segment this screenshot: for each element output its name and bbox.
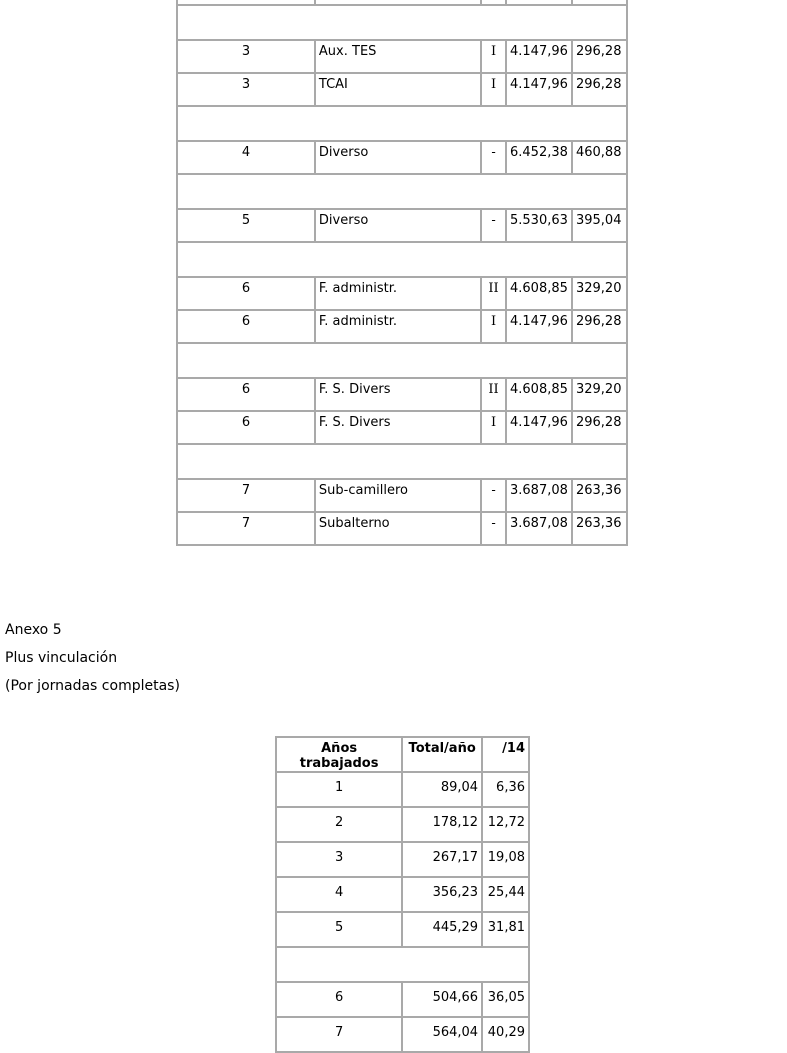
table-row [177, 40, 627, 73]
table-row [177, 378, 627, 411]
per-14-cell: 12,72 [482, 807, 529, 842]
separator-row [177, 242, 627, 277]
monthly-amount-cell: 329,20 [572, 277, 627, 310]
group-number-cell: 5 [177, 209, 315, 242]
group-number-cell: 6 [177, 411, 315, 444]
group-number-cell: 6 [177, 378, 315, 411]
separator-row [177, 5, 627, 40]
table-row [177, 209, 627, 242]
separator-cell [177, 343, 627, 378]
table-row [177, 277, 627, 310]
per-14-cell: 19,08 [482, 842, 529, 877]
years-cell: 7 [276, 1017, 402, 1052]
category-cell: F. S. Divers [315, 411, 481, 444]
level-cell: I [481, 411, 506, 444]
monthly-amount-cell: 263,36 [572, 512, 627, 545]
monthly-amount-cell: 296,28 [572, 411, 627, 444]
level-cell: II [481, 378, 506, 411]
total-year-cell: 89,04 [402, 772, 482, 807]
separator-cell [177, 5, 627, 40]
separator-cell [177, 174, 627, 209]
monthly-amount-cell: 460,88 [572, 141, 627, 174]
header-years: Años trabajados [276, 737, 402, 772]
monthly-amount-cell: 296,28 [572, 310, 627, 343]
monthly-amount-cell: 296,28 [572, 73, 627, 106]
level-cell: - [481, 209, 506, 242]
annual-amount-cell: 4.608,85 [506, 277, 572, 310]
table-row [276, 912, 529, 947]
category-cell: Sub-camillero [315, 479, 481, 512]
annex-title: Anexo 5 [5, 622, 62, 638]
annual-amount-cell: 3.687,08 [506, 479, 572, 512]
category-cell: F. administr. [315, 277, 481, 310]
plus-vinculacion-table [275, 736, 530, 1053]
total-year-cell: 445,29 [402, 912, 482, 947]
per-14-cell: 6,36 [482, 772, 529, 807]
monthly-amount-cell: 263,36 [572, 479, 627, 512]
per-14-cell: 25,44 [482, 877, 529, 912]
years-cell: 4 [276, 877, 402, 912]
annual-amount-cell: 5.530,63 [506, 209, 572, 242]
years-cell: 3 [276, 842, 402, 877]
separator-row [177, 106, 627, 141]
separator-cell [177, 444, 627, 479]
monthly-amount-cell: 296,28 [572, 40, 627, 73]
separator-row [177, 174, 627, 209]
separator-cell [276, 947, 529, 982]
level-cell: - [481, 141, 506, 174]
table-row [177, 141, 627, 174]
separator-row [177, 444, 627, 479]
years-cell: 5 [276, 912, 402, 947]
table-header-row [276, 737, 529, 772]
category-cell: Aux. TES [315, 40, 481, 73]
category-cell: Diverso [315, 141, 481, 174]
years-cell: 1 [276, 772, 402, 807]
annual-amount-cell: 6.452,38 [506, 141, 572, 174]
header-month: /14 [482, 737, 529, 772]
group-number-cell: 7 [177, 512, 315, 545]
annual-amount-cell: 4.147,96 [506, 411, 572, 444]
total-year-cell: 178,12 [402, 807, 482, 842]
annual-amount-cell: 4.147,96 [506, 310, 572, 343]
group-number-cell: 6 [177, 310, 315, 343]
salary-table [176, 0, 628, 546]
total-year-cell: 267,17 [402, 842, 482, 877]
level-cell: II [481, 277, 506, 310]
monthly-amount-cell: 329,20 [572, 378, 627, 411]
level-cell: - [481, 512, 506, 545]
category-cell: F. administr. [315, 310, 481, 343]
total-year-cell: 564,04 [402, 1017, 482, 1052]
separator-row [276, 947, 529, 982]
annual-amount-cell: 4.147,96 [506, 40, 572, 73]
table-row [177, 310, 627, 343]
annex-subtitle: Plus vinculación [5, 650, 118, 666]
group-number-cell: 7 [177, 479, 315, 512]
level-cell: I [481, 40, 506, 73]
separator-cell [177, 106, 627, 141]
group-number-cell: 4 [177, 141, 315, 174]
years-cell: 6 [276, 982, 402, 1017]
separator-row [177, 343, 627, 378]
annual-amount-cell: 3.687,08 [506, 512, 572, 545]
per-14-cell: 36,05 [482, 982, 529, 1017]
group-number-cell: 3 [177, 40, 315, 73]
level-cell: I [481, 310, 506, 343]
table-row [177, 411, 627, 444]
annual-amount-cell: 4.608,85 [506, 378, 572, 411]
table-row [177, 512, 627, 545]
category-cell: TCAI [315, 73, 481, 106]
table-row [276, 772, 529, 807]
per-14-cell: 31,81 [482, 912, 529, 947]
category-cell: Diverso [315, 209, 481, 242]
total-year-cell: 504,66 [402, 982, 482, 1017]
total-year-cell: 356,23 [402, 877, 482, 912]
table-row [177, 479, 627, 512]
separator-cell [177, 242, 627, 277]
level-cell: - [481, 479, 506, 512]
years-cell: 2 [276, 807, 402, 842]
table-row [276, 807, 529, 842]
annex-note: (Por jornadas completas) [5, 678, 180, 694]
table-row [276, 1017, 529, 1052]
header-total: Total/año [402, 737, 482, 772]
category-cell: F. S. Divers [315, 378, 481, 411]
monthly-amount-cell: 395,04 [572, 209, 627, 242]
table-row [177, 73, 627, 106]
per-14-cell: 40,29 [482, 1017, 529, 1052]
table-row [276, 982, 529, 1017]
group-number-cell: 3 [177, 73, 315, 106]
group-number-cell: 6 [177, 277, 315, 310]
table-row [276, 842, 529, 877]
table-row [276, 877, 529, 912]
annual-amount-cell: 4.147,96 [506, 73, 572, 106]
category-cell: Subalterno [315, 512, 481, 545]
level-cell: I [481, 73, 506, 106]
